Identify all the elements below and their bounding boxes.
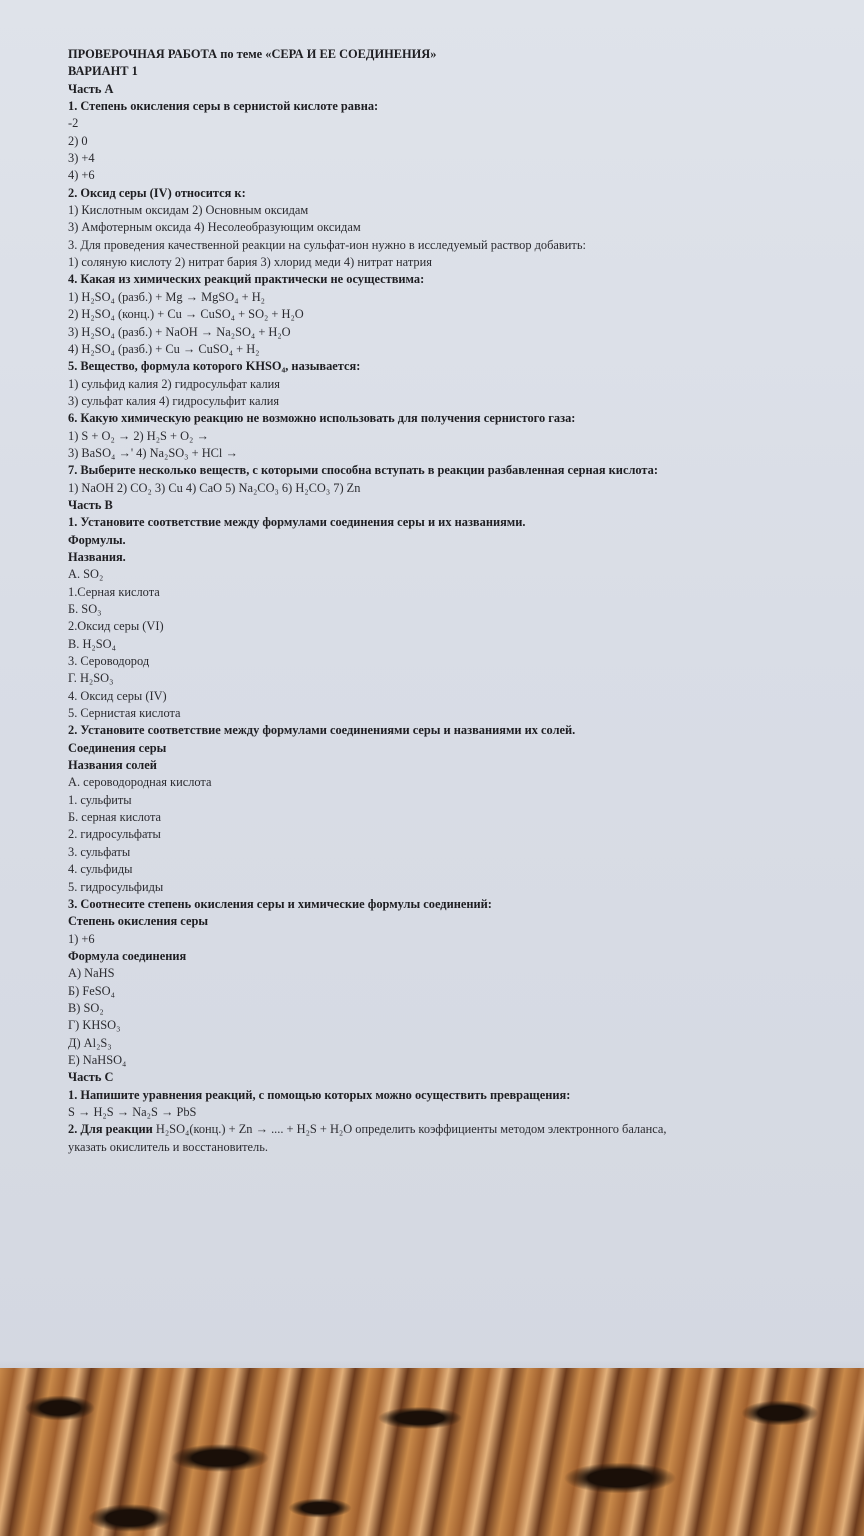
text-line: А. сероводородная кислота <box>68 775 212 790</box>
text-line: Соединения серы <box>68 740 167 755</box>
text-line: Названия. <box>68 549 126 564</box>
text-line: S → H₂S → Na₂S → PbS <box>68 1104 197 1119</box>
text-line: Часть В <box>68 497 113 512</box>
text-line: Д) Al₂S₃ <box>68 1035 112 1050</box>
text-line: 6. Какую химическую реакцию не возможно использовать для получения сернистого газа: <box>68 411 576 426</box>
text-line: А) NaHS <box>68 966 115 981</box>
text-line: Названия солей <box>68 758 157 773</box>
text-line: 1) сульфид калия 2) гидросульфат калия <box>68 376 280 391</box>
text-line: -2 <box>68 116 79 131</box>
text-line: Б. SO₃ <box>68 602 102 616</box>
text-line: 1. Установите соответствие между формулами соединения серы и их названиями. <box>68 515 526 530</box>
text-line: 2. Установите соответствие между формулами соединениями серы и названиями их солей. <box>68 723 576 738</box>
text-line: указать окислитель и восстановитель. <box>68 1139 268 1154</box>
text-line: Часть А <box>68 81 114 96</box>
text-line: 1.Серная кислота <box>68 584 160 599</box>
text-line: В) SO₂ <box>68 1000 104 1015</box>
text-line: Б. серная кислота <box>68 810 162 825</box>
text-line: 1. Степень окисления серы в сернистой кислоте равна: <box>68 99 379 114</box>
text-line: 2) 0 <box>68 133 88 148</box>
text-line: 4. сульфиды <box>68 862 133 877</box>
text-line: А. SO₂ <box>68 567 104 582</box>
text-line <box>68 1121 838 1138</box>
text-line: 4) H₂SO₄ (разб.) + Cu → CuSO₄ + H₂ <box>68 341 260 356</box>
text-line: 4. Какая из химических реакций практически не осуществима: <box>68 272 425 287</box>
text-line: 1. Напишите уравнения реакций, с помощью которых можно осуществить превращения: <box>68 1087 571 1102</box>
question-number: 2. Для реакции <box>68 1122 153 1137</box>
text-line: 2. гидросульфаты <box>68 827 161 842</box>
text-line: 1) H₂SO₄ (разб.) + Mg → MgSO₄ + H₂ <box>68 289 265 304</box>
text-line: 3) BaSO₄ →' 4) Na₂SO₃ + HCl → <box>68 445 238 460</box>
text-line: 4. Оксид серы (IV) <box>68 688 167 703</box>
text-line: Формулы. <box>68 532 126 547</box>
text-line: 1) S + O₂ → 2) H₂S + O₂ → <box>68 428 209 443</box>
text-line: 3. Сероводород <box>68 654 150 669</box>
text-line: 4) +6 <box>68 168 95 183</box>
text-line: ВАРИАНТ 1 <box>68 64 138 79</box>
text-line: 3) Амфотерным оксида 4) Несолеобразующим оксидам <box>68 220 361 235</box>
worksheet-text <box>68 46 838 1156</box>
text-line: 2) H₂SO₄ (конц.) + Cu → CuSO₄ + SO₂ + H₂O <box>68 307 304 322</box>
tiger-print-fabric <box>0 1368 864 1536</box>
text-line: 3. сульфаты <box>68 844 131 859</box>
text-line: 3) +4 <box>68 151 95 166</box>
text-line: Е) NaHSO₄ <box>68 1052 127 1067</box>
text-line: ПРОВЕРОЧНАЯ РАБОТА по теме «СЕРА И ЕЕ СОЕДИНЕНИЯ» <box>68 47 437 61</box>
text-line: 3) H₂SO₄ (разб.) + NaOH → Na₂SO₄ + H₂O <box>68 324 291 339</box>
text-line: 5. Сернистая кислота <box>68 706 181 721</box>
text-line: В. H₂SO₄ <box>68 636 116 651</box>
text-line: 1. сульфиты <box>68 792 132 807</box>
text-line: Формула соединения <box>68 948 187 963</box>
question-text: H₂SO₄(конц.) + Zn → .... + H₂S + H₂O определить коэффициенты методом электронного баланса, <box>152 1122 667 1137</box>
text-line: 5. гидросульфиды <box>68 879 164 894</box>
text-line: 7. Выберите несколько веществ, с которыми способна вступать в реакции разбавленная серная кислота: <box>68 463 658 478</box>
text-line: 2. Оксид серы (IV) относится к: <box>68 185 246 200</box>
text-line: 3. Соотнесите степень окисления серы и химические формулы соединений: <box>68 896 492 911</box>
text-line: Г. H₂SO₃ <box>68 671 114 686</box>
text-line: Г) KHSO₃ <box>68 1018 121 1033</box>
text-line: 1) +6 <box>68 931 95 946</box>
text-line: 3) сульфат калия 4) гидросульфит калия <box>68 393 280 408</box>
text-line: Степень окисления серы <box>68 914 209 929</box>
text-line: 1) Кислотным оксидам 2) Основным оксидам <box>68 203 309 218</box>
text-line: Б) FeSO₄ <box>68 983 115 998</box>
text-line: 3. Для проведения качественной реакции на сульфат-ион нужно в исследуемый раствор добавить: <box>68 237 586 252</box>
text-line: 5. Вещество, формула которого KHSO₄, называется: <box>68 359 361 374</box>
text-line: 1) соляную кислоту 2) нитрат бария 3) хлорид меди 4) нитрат натрия <box>68 255 432 270</box>
text-line: 2.Оксид серы (VI) <box>68 619 164 634</box>
text-line: Часть С <box>68 1070 114 1085</box>
text-line: 1) NaOH 2) CO₂ 3) Cu 4) CaO 5) Na₂CO₃ 6) H₂CO₃ 7) Zn <box>68 480 361 495</box>
